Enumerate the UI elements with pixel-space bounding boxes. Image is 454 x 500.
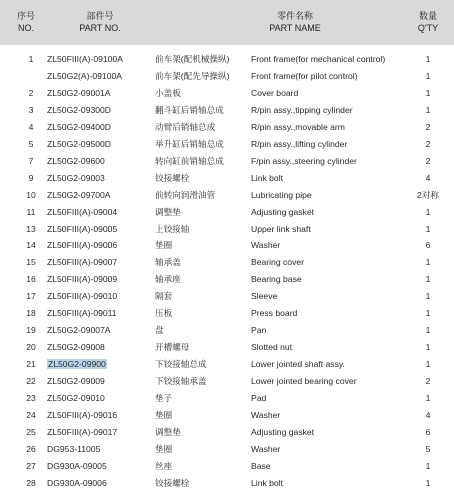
part-number — [47, 441, 100, 457]
part-name-cn — [155, 373, 207, 389]
part-name-cn — [155, 237, 172, 253]
header-no — [10, 10, 42, 34]
table-row — [0, 390, 454, 406]
quantity-text: 1 — [425, 223, 431, 234]
part-name-cn-text: 调整垫 — [155, 206, 181, 217]
part-number — [47, 475, 107, 491]
part-name-en — [251, 271, 302, 287]
row-number-text: 9 — [28, 172, 34, 183]
part-name-en — [251, 441, 280, 457]
part-name-cn — [155, 204, 181, 220]
part-name-cn — [155, 170, 189, 186]
quantity — [404, 68, 452, 84]
quantity-text: 1 — [425, 393, 431, 403]
part-name-en — [251, 85, 298, 101]
quantity-text: 4 — [425, 172, 431, 183]
part-number — [47, 170, 105, 186]
quantity-text: 2对称 — [417, 189, 439, 200]
table-row — [0, 204, 454, 220]
part-name-cn-text: 动臂后销轴总成 — [155, 121, 216, 132]
table-row — [0, 475, 454, 491]
part-name-en-text: Washer — [251, 240, 281, 251]
part-number — [47, 119, 111, 135]
part-name-en — [251, 102, 353, 118]
table-row — [0, 254, 454, 270]
part-name-cn — [155, 356, 207, 372]
part-name-en-text: R/pin assy.,movable arm — [251, 121, 345, 132]
part-name-en — [251, 407, 280, 423]
part-number — [47, 458, 107, 474]
row-number-text: 5 — [28, 138, 34, 149]
part-name-en-text: F/pin assy.,steering cylinder — [251, 155, 357, 166]
quantity — [404, 170, 452, 186]
quantity — [404, 322, 452, 338]
part-number — [47, 305, 117, 321]
quantity-text: 1 — [425, 325, 431, 336]
part-number-text: ZL50G2-09008 — [47, 342, 105, 353]
part-name-cn-text: 前车架(配先导操纵) — [155, 70, 230, 81]
header-qty-cn: 数量 — [418, 11, 437, 21]
part-number — [47, 390, 105, 406]
header-part-en: PART NO. — [79, 23, 121, 33]
part-name-en-text: Front frame(for pilot control) — [251, 70, 358, 81]
row-number-text: 19 — [26, 325, 36, 336]
part-name-cn-text: 垫圈 — [155, 240, 173, 251]
part-number-text: ZL50G2-09700A — [47, 189, 111, 200]
table-row — [0, 221, 454, 237]
table-row — [0, 85, 454, 101]
table-row — [0, 373, 454, 389]
quantity — [404, 339, 452, 355]
part-number-selected-text: ZL50G2-09900 — [48, 359, 106, 370]
part-number — [47, 237, 117, 253]
part-number — [47, 339, 105, 355]
part-name-cn — [155, 254, 181, 270]
part-number-text: ZL50FIII(A)-09010 — [47, 291, 118, 302]
quantity-text: 1 — [425, 206, 431, 217]
header-qty — [410, 10, 446, 34]
table-row — [0, 458, 454, 474]
part-name-cn — [155, 102, 224, 118]
part-number-text: ZL50G2-09001A — [47, 87, 111, 98]
part-name-en — [251, 390, 266, 406]
table-row — [0, 68, 454, 84]
part-name-en — [251, 119, 345, 135]
part-name-cn — [155, 187, 215, 203]
quantity — [404, 373, 452, 389]
quantity — [404, 458, 452, 474]
quantity — [404, 51, 452, 67]
quantity — [404, 187, 452, 203]
row-number-text: 3 — [28, 104, 34, 115]
row-number-text: 10 — [26, 189, 36, 200]
quantity-text: 2 — [425, 155, 431, 166]
part-name-en — [251, 51, 385, 67]
quantity — [404, 204, 452, 220]
row-number-text: 13 — [26, 223, 36, 234]
row-number-text: 23 — [26, 393, 36, 403]
part-number-text: ZL50G2-09300D — [47, 104, 112, 115]
quantity-text: 1 — [425, 257, 431, 268]
row-number-text: 2 — [28, 87, 34, 98]
part-name-cn — [155, 424, 181, 440]
part-number-text: ZL50FIII(A)-09007 — [47, 257, 118, 268]
quantity-text: 1 — [425, 460, 431, 471]
table-row — [0, 407, 454, 423]
part-number — [47, 254, 117, 270]
table-row — [0, 322, 454, 338]
part-name-en-text: Upper link shaft — [251, 223, 311, 234]
part-name-en-text: R/pin assy.,lifting cylinder — [251, 138, 348, 149]
part-name-cn-text: 垫子 — [155, 393, 173, 403]
part-name-cn — [155, 475, 189, 491]
part-name-en-text: Bearing base — [251, 274, 302, 285]
part-name-cn — [155, 322, 164, 338]
quantity-text: 6 — [425, 426, 431, 437]
part-number-text: ZL50G2(A)-09100A — [47, 70, 122, 81]
part-number — [47, 204, 117, 220]
header-no-en: NO. — [17, 23, 34, 33]
part-number-text: DG930A-09005 — [47, 460, 107, 471]
row-number-text: 16 — [26, 274, 36, 285]
quantity-text: 2 — [425, 376, 431, 387]
quantity — [404, 102, 452, 118]
part-name-en — [251, 254, 304, 270]
quantity-text: 1 — [425, 54, 431, 64]
table-row — [0, 187, 454, 203]
part-name-en-text: Adjusting gasket — [251, 206, 315, 217]
part-name-cn-text: 前车架(配机械操纵) — [155, 54, 230, 64]
quantity-text: 2 — [425, 121, 431, 132]
part-name-cn-text: 铰接螺栓 — [155, 172, 190, 183]
part-number-text: ZL50G2-09500D — [47, 138, 112, 149]
part-name-cn-text: 翻斗缸后销轴总成 — [155, 104, 224, 115]
part-name-en-text: Base — [251, 460, 271, 471]
row-number-text: 22 — [26, 376, 36, 387]
quantity — [404, 254, 452, 270]
part-name-en-text: Pad — [251, 393, 267, 403]
part-number-text: ZL50FIII(A)-09006 — [47, 240, 118, 251]
part-number-text: ZL50FIII(A)-09016 — [47, 409, 118, 420]
part-number — [47, 85, 111, 101]
quantity-text: 2 — [425, 138, 431, 149]
part-name-cn — [155, 221, 189, 237]
part-name-cn-text: 铰接螺栓 — [155, 477, 190, 488]
table-row — [0, 356, 454, 372]
quantity — [404, 305, 452, 321]
row-number-text: 18 — [26, 308, 36, 319]
part-number — [47, 373, 105, 389]
part-name-en-text: Sleeve — [251, 291, 278, 302]
part-number-text: ZL50G2-09010 — [47, 393, 105, 403]
table-row — [0, 170, 454, 186]
quantity-text: 1 — [425, 359, 431, 370]
header-part-cn: 部件号 — [86, 11, 114, 21]
part-name-cn — [155, 441, 172, 457]
part-number — [47, 187, 111, 203]
part-name-en-text: Press board — [251, 308, 298, 319]
table-row — [0, 424, 454, 440]
part-number-text: ZL50FIII(A)-09017 — [47, 426, 118, 437]
header-name — [230, 10, 360, 34]
part-name-en-text: Slotted nut — [251, 342, 293, 353]
row-number-text: 27 — [26, 460, 36, 471]
part-name-en-text: Adjusting gasket — [251, 426, 315, 437]
row-number-text: 20 — [26, 342, 36, 353]
row-number-text: 17 — [26, 291, 36, 302]
part-name-cn-text: 隔套 — [155, 291, 173, 302]
part-name-cn — [155, 288, 172, 304]
part-name-cn-text: 举升缸后销轴总成 — [155, 138, 224, 149]
table-row — [0, 441, 454, 457]
table-row — [0, 136, 454, 152]
part-number — [47, 51, 123, 67]
quantity — [404, 221, 452, 237]
part-number-text: ZL50G2-09003 — [47, 172, 105, 183]
part-name-cn — [155, 390, 172, 406]
part-name-cn — [155, 136, 224, 152]
part-number — [47, 288, 117, 304]
table-row — [0, 339, 454, 355]
table-row — [0, 119, 454, 135]
row-number-text: 4 — [28, 121, 34, 132]
row-number-text: 24 — [26, 409, 36, 420]
part-name-en-text: Washer — [251, 443, 281, 454]
part-name-en-text: Bearing cover — [251, 257, 305, 268]
quantity-text: 1 — [425, 87, 431, 98]
quantity — [404, 288, 452, 304]
quantity-text: 1 — [425, 70, 431, 81]
part-name-en — [251, 187, 312, 203]
part-name-cn-text: 前转向润滑油管 — [155, 189, 216, 200]
quantity — [404, 407, 452, 423]
part-number — [47, 356, 107, 372]
part-name-cn — [155, 407, 172, 423]
quantity — [404, 271, 452, 287]
part-number-text: ZL50FIII(A)-09005 — [47, 223, 118, 234]
quantity — [404, 153, 452, 169]
row-number-text: 26 — [26, 443, 36, 454]
part-name-en — [251, 68, 358, 84]
part-number — [47, 424, 117, 440]
row-number-text: 7 — [28, 155, 34, 166]
quantity — [404, 136, 452, 152]
part-name-en-text: Pan — [251, 325, 267, 336]
header-name-en: PART NAME — [269, 23, 321, 33]
header-no-cn: 序号 — [16, 11, 35, 21]
part-number — [47, 271, 117, 287]
table-row — [0, 288, 454, 304]
part-name-en-text: Lubricating pipe — [251, 189, 312, 200]
part-name-cn — [155, 305, 172, 321]
part-name-en — [251, 170, 283, 186]
part-name-cn-text: 盘 — [155, 325, 164, 336]
quantity — [404, 119, 452, 135]
part-name-cn — [155, 68, 229, 84]
header-part — [55, 10, 145, 34]
part-number-text: ZL50FIII(A)-09009 — [47, 274, 118, 285]
quantity-text: 1 — [425, 291, 431, 302]
part-name-cn — [155, 458, 172, 474]
part-name-cn — [155, 271, 181, 287]
table-row — [0, 237, 454, 253]
part-number — [47, 136, 111, 152]
part-name-en — [251, 288, 277, 304]
part-name-en — [251, 136, 347, 152]
part-name-en — [251, 339, 292, 355]
part-name-en — [251, 153, 357, 169]
part-name-cn — [155, 51, 229, 67]
part-name-en — [251, 356, 345, 372]
part-number-text: DG953-11005 — [47, 443, 101, 454]
row-number-text: 28 — [26, 477, 36, 488]
part-number-text: ZL50FIII(A)-09100A — [47, 54, 123, 64]
part-number — [47, 102, 111, 118]
part-name-cn-text: 丝座 — [155, 460, 173, 471]
part-name-en-text: R/pin assy.,tipping cylinder — [251, 104, 353, 115]
row-number-text: 11 — [26, 206, 36, 217]
part-name-en — [251, 204, 314, 220]
row-number-text: 15 — [26, 257, 36, 268]
part-number-text: ZL50FIII(A)-09004 — [47, 206, 118, 217]
quantity-text: 1 — [425, 308, 431, 319]
part-number-text: ZL50G2-09400D — [47, 121, 112, 132]
table-row — [0, 305, 454, 321]
quantity — [404, 424, 452, 440]
quantity-text: 6 — [425, 240, 431, 251]
row-number-text: 1 — [28, 54, 34, 64]
part-name-en-text: Front frame(for mechanical control) — [251, 54, 386, 64]
quantity-text: 4 — [425, 409, 431, 420]
table-row — [0, 153, 454, 169]
part-name-cn — [155, 153, 224, 169]
part-number — [47, 407, 117, 423]
part-name-cn-text: 下铰接轴承盖 — [155, 376, 207, 387]
part-name-cn-text: 轴承盖 — [155, 257, 181, 268]
part-name-cn-text: 转向缸前销轴总成 — [155, 155, 224, 166]
part-name-en-text: Lower jointed shaft assy. — [251, 359, 345, 370]
header-qty-en: Q'TY — [417, 23, 439, 33]
part-name-cn-text: 调整垫 — [155, 426, 181, 437]
table-header — [0, 0, 454, 45]
part-name-en — [251, 475, 283, 491]
part-number-text: ZL50G2-09600 — [47, 155, 105, 166]
part-name-en — [251, 373, 357, 389]
part-number-text: ZL50G2-09009 — [47, 376, 105, 387]
part-name-en — [251, 237, 280, 253]
part-name-en — [251, 221, 311, 237]
table-row — [0, 271, 454, 287]
row-number-text: 14 — [26, 240, 36, 251]
table-row — [0, 102, 454, 118]
quantity — [404, 390, 452, 406]
quantity-text: 1 — [425, 104, 431, 115]
table-row — [0, 51, 454, 67]
row-number-text: 25 — [26, 426, 36, 437]
part-number-text: DG930A-09006 — [47, 477, 107, 488]
part-name-en-text: Link bolt — [251, 477, 284, 488]
part-name-en-text: Lower jointed bearing cover — [251, 376, 357, 387]
quantity — [404, 237, 452, 253]
part-name-cn-text: 上铰接轴 — [155, 223, 190, 234]
quantity — [404, 85, 452, 101]
part-name-en-text: Washer — [251, 409, 281, 420]
part-name-en-text: Cover board — [251, 87, 299, 98]
quantity — [404, 475, 452, 491]
part-name-cn-text: 开槽螺母 — [155, 342, 190, 353]
quantity — [404, 356, 452, 372]
quantity-text: 1 — [425, 342, 431, 353]
part-name-cn — [155, 339, 189, 355]
part-number — [47, 322, 111, 338]
part-name-en — [251, 458, 271, 474]
part-name-en — [251, 322, 266, 338]
part-name-en — [251, 305, 297, 321]
part-number-text: ZL50FIII(A)-09011 — [47, 308, 117, 319]
part-number — [47, 221, 117, 237]
part-name-en-text: Link bolt — [251, 172, 284, 183]
part-name-cn-text: 压板 — [155, 308, 173, 319]
part-name-cn — [155, 85, 181, 101]
quantity-text: 5 — [425, 443, 431, 454]
row-number-text: 21 — [26, 359, 36, 370]
part-name-cn-text: 下铰接轴总成 — [155, 359, 207, 370]
quantity-text: 1 — [425, 274, 431, 285]
part-number — [47, 68, 122, 84]
part-name-cn-text: 小盖板 — [155, 87, 181, 98]
part-name-cn-text: 垫圈 — [155, 409, 173, 420]
header-name-cn: 零件名称 — [276, 11, 313, 21]
part-name-cn-text: 轴承座 — [155, 274, 181, 285]
quantity-text: 1 — [425, 477, 431, 488]
part-name-cn-text: 垫圈 — [155, 443, 173, 454]
part-name-cn — [155, 119, 215, 135]
part-number-text: ZL50G2-09007A — [47, 325, 111, 336]
part-number — [47, 153, 105, 169]
part-name-en — [251, 424, 314, 440]
quantity — [404, 441, 452, 457]
